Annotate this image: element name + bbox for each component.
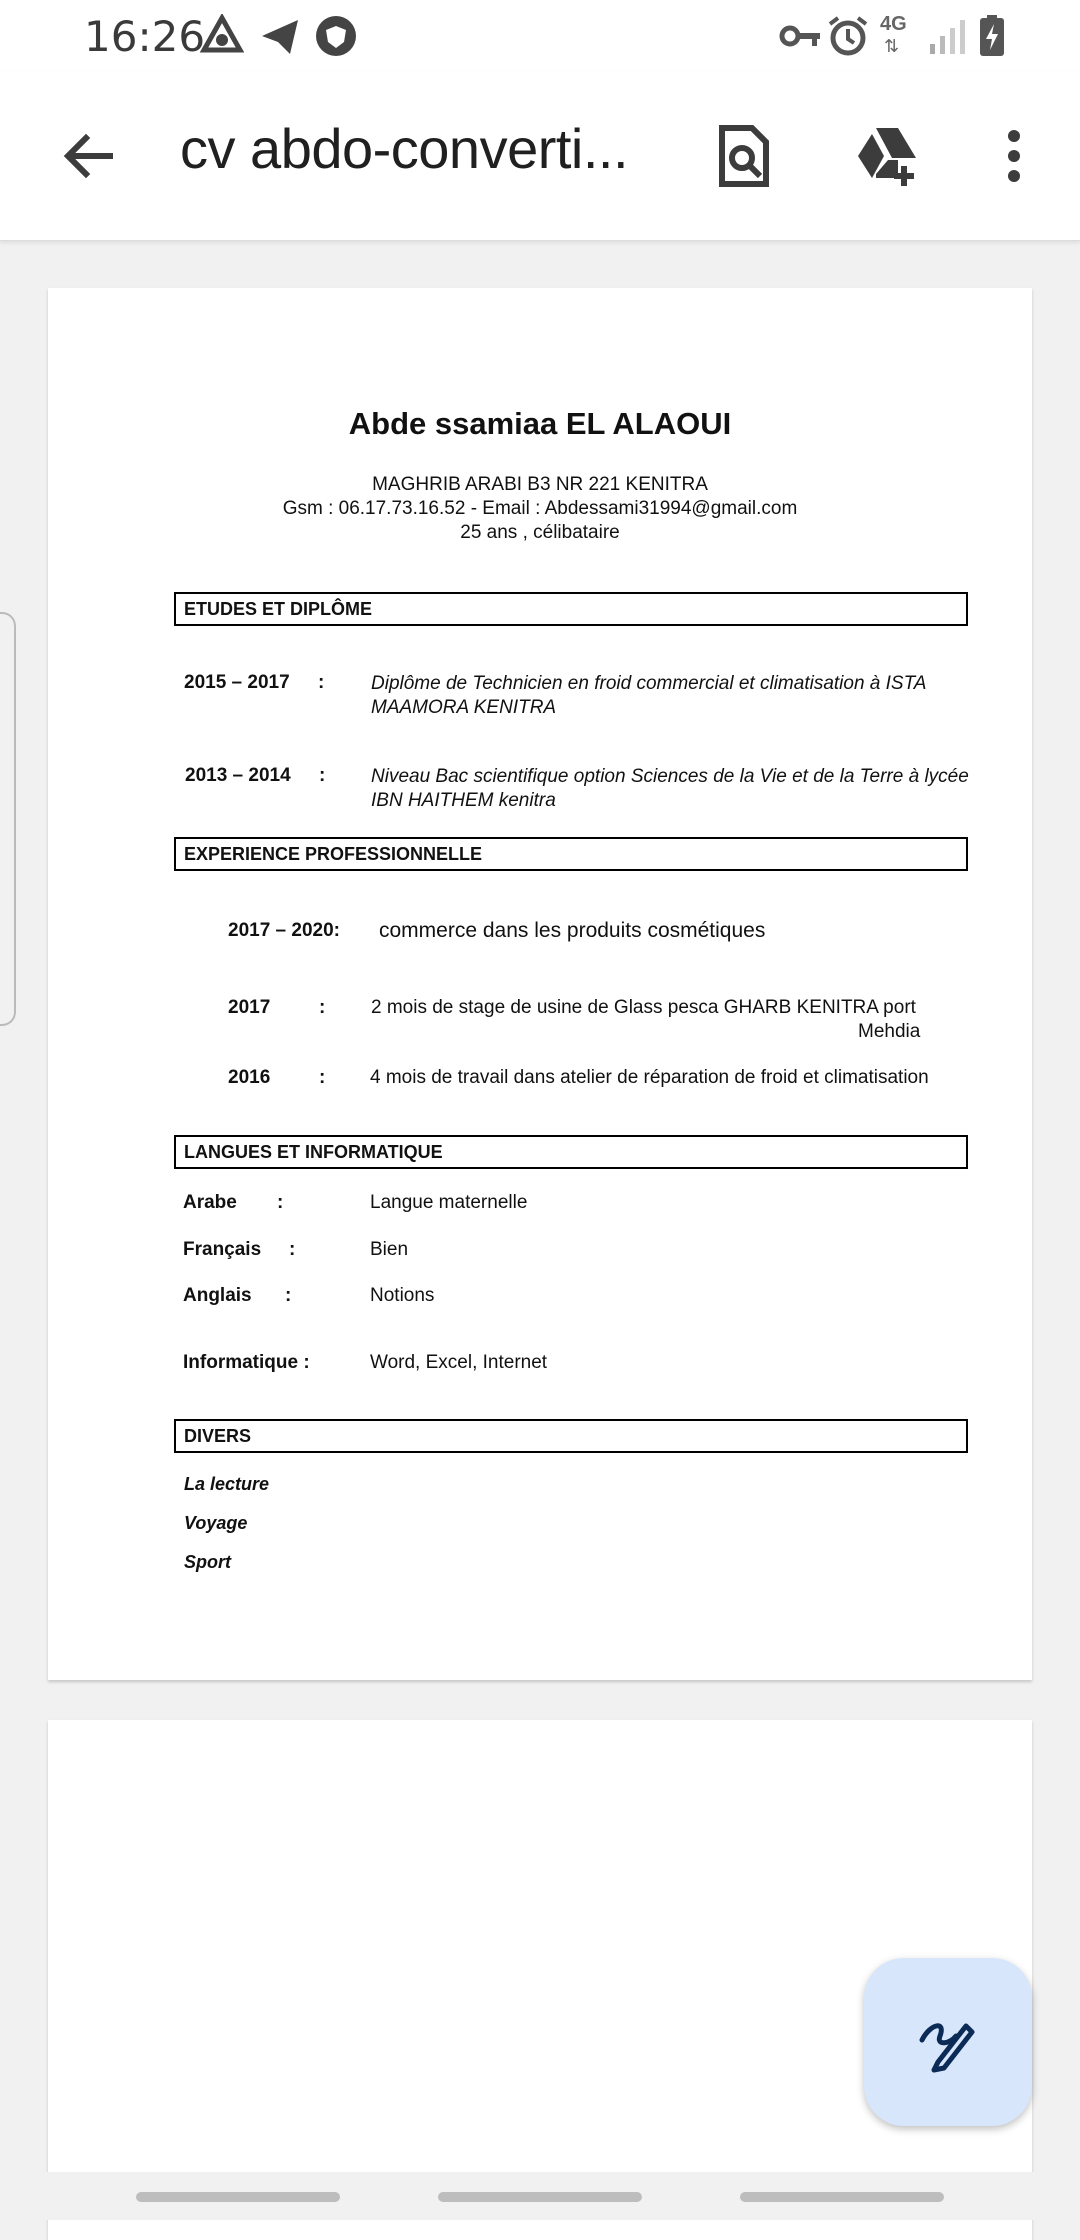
nav-home-handle[interactable] [438,2192,642,2202]
document-page-1 [48,288,1032,1680]
back-button[interactable] [48,116,128,196]
edit-fab-button[interactable] [864,1958,1032,2126]
system-nav-bar [0,2172,1080,2220]
lang-value-anglais: Notions [370,1285,435,1306]
status-time: 16:26 [84,12,206,61]
alarm-icon [826,14,870,58]
data-arrows-icon: ⇅ [884,36,900,56]
edu-sep-2: : [319,765,326,786]
lang-value-francais: Bien [370,1239,409,1260]
exp-text-1: commerce dans les produits cosmétiques [379,919,766,942]
network-label: 4G [880,13,907,35]
misc-item-1: La lecture [184,1474,270,1494]
side-panel-handle[interactable] [0,612,16,1026]
edu-sep-1: : [318,672,325,693]
status-bar [0,0,1080,72]
exp-text-2: 2 mois de stage de usine de Glass pesca GHARB KENITRA port [371,997,916,1018]
exp-period-1: 2017 – 2020: [228,920,340,941]
lang-label-francais: Français [183,1239,262,1260]
section-header-education: ETUDES ET DIPLÔME [174,592,968,626]
shield-app-icon [314,14,358,58]
lang-label-informatique: Informatique : [183,1352,310,1373]
vpn-key-icon [778,14,822,58]
cv-personal: 25 ans , célibataire [460,522,620,543]
section-header-misc: DIVERS [174,1419,968,1453]
document-title: cv abdo-converti... [180,117,629,180]
document-search-icon [716,124,772,188]
more-options-button[interactable] [984,112,1044,200]
app-bar [0,72,1080,241]
edu-text-1: Diplôme de Technicien en froid commercial et climatisation à ISTA MAAMORA KENITRA [371,673,926,718]
edu-text-2: Niveau Bac scientifique option Sciences de la Vie et de la Terre à lycée IBN HAITHEM kenitra [371,766,969,811]
lang-value-informatique: Word, Excel, Internet [370,1352,548,1373]
cv-contact: Gsm : 06.17.73.16.52 - Email : Abdessami31994@gmail.com [282,498,798,519]
exp-text-3: 4 mois de travail dans atelier de réparation de froid et climatisation [370,1067,929,1088]
lang-sep-arabe: : [277,1192,284,1213]
lang-value-arabe: Langue maternelle [370,1192,528,1213]
lang-label-anglais: Anglais [183,1285,252,1306]
lang-label-arabe: Arabe [183,1192,237,1213]
edu-period-1: 2015 – 2017 [184,672,290,693]
telegram-icon [258,14,302,58]
section-header-experience: EXPERIENCE PROFESSIONNELLE [174,837,968,871]
signal-icon [926,14,970,58]
battery-charging-icon [970,14,1014,58]
app-icon-1 [200,14,244,58]
lang-sep-anglais: : [285,1285,292,1306]
edit-pen-icon [916,2010,980,2074]
nav-back-handle[interactable] [740,2192,944,2202]
back-arrow-icon [60,128,116,184]
cv-address: MAGHRIB ARABI B3 NR 221 KENITRA [372,474,708,495]
cv-name: Abde ssamiaa EL ALAOUI [348,406,732,441]
edu-period-2: 2013 – 2014 [185,765,291,786]
exp-text-2-line2: Mehdia [858,1021,921,1042]
exp-sep-3: : [319,1067,326,1088]
more-vert-icon [1006,130,1022,182]
nav-recents-handle[interactable] [136,2192,340,2202]
section-header-languages: LANGUES ET INFORMATIQUE [174,1135,968,1169]
exp-period-3: 2016 [228,1067,271,1088]
find-in-document-button[interactable] [700,112,788,200]
misc-item-2: Voyage [184,1513,248,1533]
exp-sep-2: : [319,997,326,1018]
drive-add-icon [854,124,926,188]
misc-item-3: Sport [184,1552,231,1572]
exp-period-2: 2017 [228,997,271,1018]
lang-sep-francais: : [289,1239,296,1260]
add-to-drive-button[interactable] [840,112,940,200]
